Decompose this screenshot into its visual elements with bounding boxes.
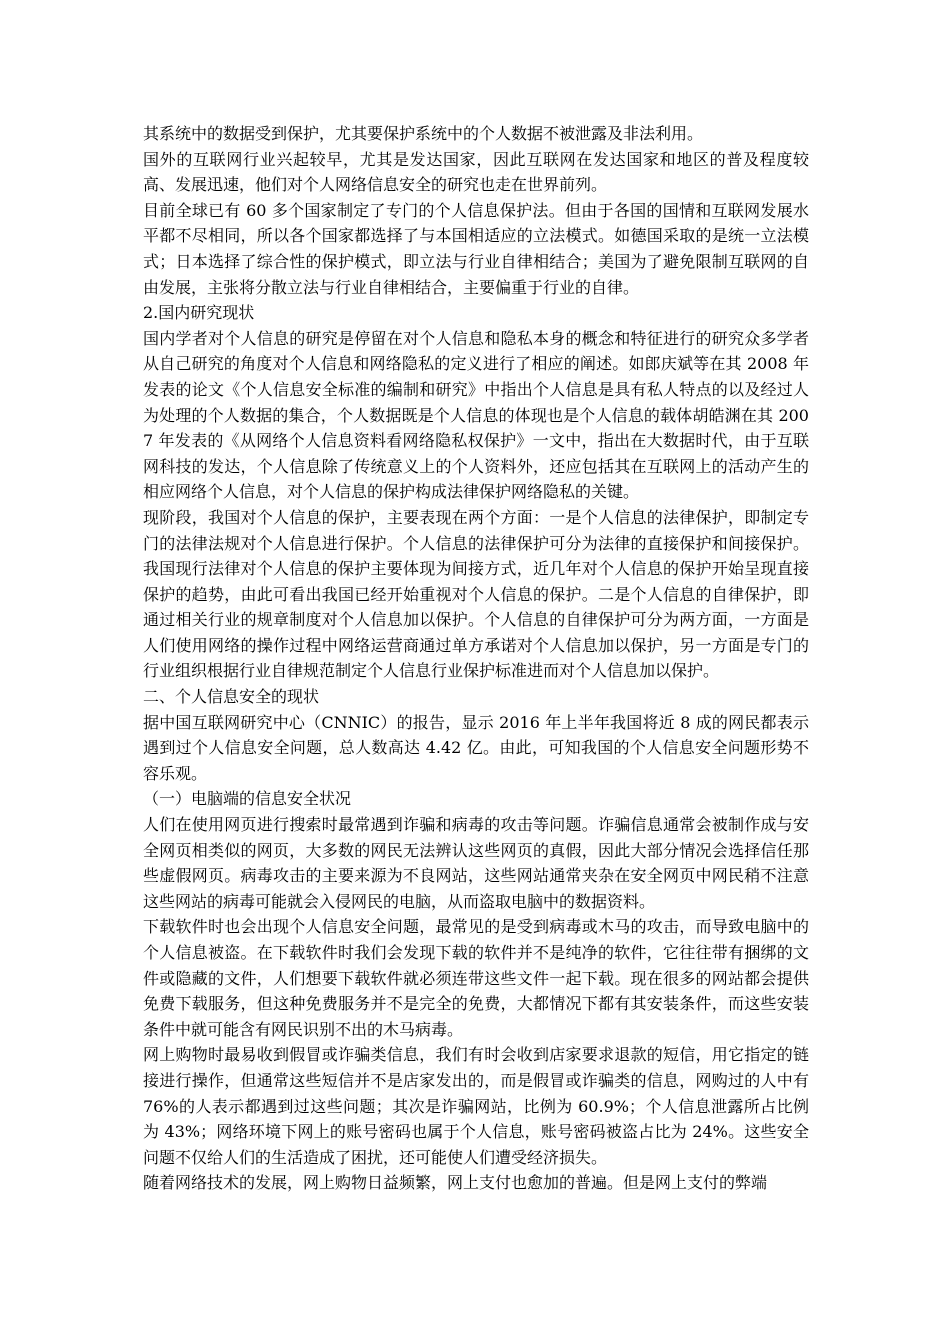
paragraph-cnnic-report: 据中国互联网研究中心（CNNIC）的报告，显示 2016 年上半年我国将近 8 成的网民都表示遇到过个人信息安全问题，总人数高达 4.42 亿。由此，可知我国的个人信息安全问题形势不容乐观。: [143, 712, 809, 783]
paragraph-current-protection: 现阶段，我国对个人信息的保护，主要表现在两个方面：一是个人信息的法律保护，即制定专门的法律法规对个人信息进行保护。个人信息的法律保护可分为法律的直接保护和间接保护。我国现行法律对个人信息的保护主要体现为间接方式，近几年对个人信息的保护开始呈现直接保护的趋势，由此可看出我国已经开始重视对个人信息的保护。二是个人信息的自律保护，即通过相关行业的规章制度对个人信息加以保护。个人信息的自律保护可分为两方面，一方面是人们使用网络的操作过程中网络运营商通过单方承诺对个人信息加以保护，另一方面是专门的行业组织根据行业自律规范制定个人信息行业保护标准进而对个人信息加以保护。: [143, 507, 809, 681]
paragraph-software-download: 下载软件时也会出现个人信息安全问题，最常见的是受到病毒或木马的攻击，而导致电脑中的个人信息被盗。在下载软件时我们会发现下载的软件并不是纯净的软件，它往往带有捆绑的文件或隐藏的文件，人们想要下载软件就必须连带这些文件一起下载。现在很多的网站都会提供免费下载服务，但这种免费服务并不是完全的免费，大都情况下都有其安装条件，而这些安装条件中就可能含有网民识别不出的木马病毒。: [143, 917, 809, 1039]
subsection-heading-pc-security: （一）电脑端的信息安全状况: [143, 789, 352, 809]
paragraph-foreign-internet: 国外的互联网行业兴起较早，尤其是发达国家，因此互联网在发达国家和地区的普及程度较高、发展迅速，他们对个人网络信息安全的研究也走在世界前列。: [143, 149, 809, 195]
paragraph-data-protection: 其系统中的数据受到保护，尤其要保护系统中的个人数据不被泄露及非法利用。: [143, 124, 704, 143]
paragraph-domestic-scholars: 国内学者对个人信息的研究是停留在对个人信息和隐私本身的概念和特征进行的研究众多学者从自己研究的角度对个人信息和网络隐私的定义进行了相应的阐述。如郎庆斌等在其 2008 年发表的论文《个人信息安全标准的编制和研究》中指出个人信息是具有私人特点的以及经过人为处理的个人数据的集合，个人数据既是个人信息的体现也是个人信息的载体胡皓渊在其 2007 年发表的《从网络个人信息资料看网络隐私权保护》一文中，指出在大数据时代，由于互联网科技的发达，个人信息除了传统意义上的个人资料外，还应包括其在互联网上的活动产生的相应网络个人信息，对个人信息的保护构成法律保护网络隐私的关键。: [143, 328, 809, 502]
paragraph-legislation-models: 目前全球已有 60 多个国家制定了专门的个人信息保护法。但由于各国的国情和互联网发展水平都不尽相同，所以各个国家都选择了与本国相适应的立法模式。如德国采取的是统一立法模式；日本选择了综合性的保护模式，即立法与行业自律相结合；美国为了避免限制互联网的自由发展，主张将分散立法与行业自律相结合，主要偏重于行业的自律。: [143, 200, 809, 297]
document-page: [143, 121, 809, 1196]
section-heading-domestic-research: 2.国内研究现状: [143, 303, 255, 323]
paragraph-web-search-threats: 人们在使用网页进行搜索时最常遇到诈骗和病毒的攻击等问题。诈骗信息通常会被制作成与安全网页相类似的网页，大多数的网民无法辨认这些网页的真假，因此大部分情况会选择信任那些虚假网页。病毒攻击的主要来源为不良网站，这些网站通常夹杂在安全网页中网民稍不注意这些网站的病毒可能就会入侵网民的电脑，从而盗取电脑中的数据资料。: [143, 815, 809, 911]
paragraph-online-shopping: 网上购物时最易收到假冒或诈骗类信息，我们有时会收到店家要求退款的短信，用它指定的链接进行操作，但通常这些短信并不是店家发出的，而是假冒或诈骗类的信息，网购过的人中有 76%的人表示都遇到过这些问题；其次是诈骗网站，比例为 60.9%；个人信息泄露所占比例为 43%；网络环境下网上的账号密码也属于个人信息，账号密码被盗占比为 24%。这些安全问题不仅给人们的生活造成了困扰，还可能使人们遭受经济损失。: [143, 1045, 809, 1167]
paragraph-online-payment: 随着网络技术的发展，网上购物日益频繁，网上支付也愈加的普遍。但是网上支付的弊端: [143, 1173, 768, 1193]
section-heading-security-status: 二、个人信息安全的现状: [143, 687, 320, 707]
